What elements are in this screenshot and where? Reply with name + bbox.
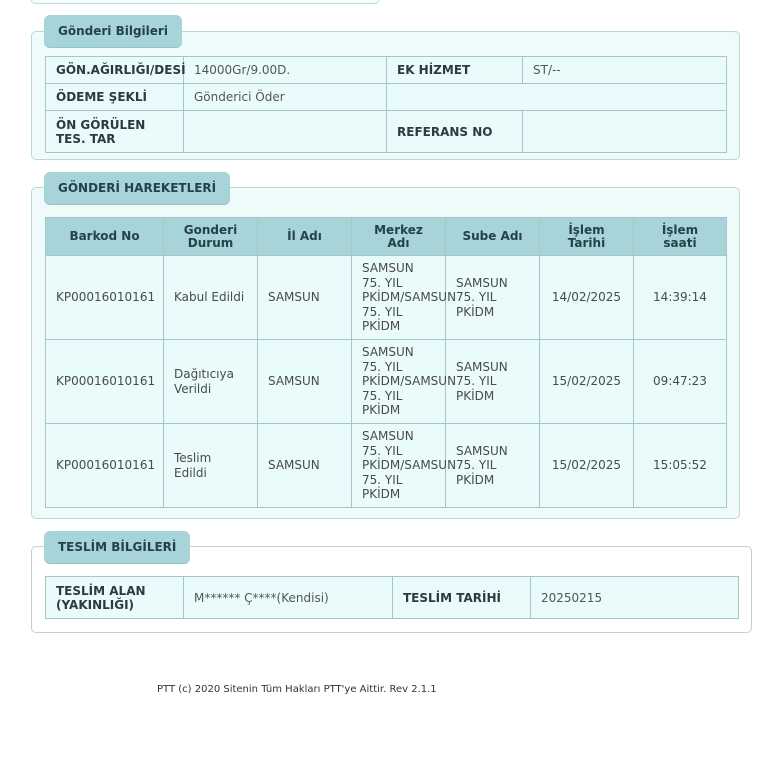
durum-cell: Teslim Edildi bbox=[164, 424, 258, 508]
odeme-sekli-value: Gönderici Öder bbox=[184, 84, 387, 111]
teslim-tarihi-label: TESLİM TARİHİ bbox=[393, 577, 531, 619]
agirlik-label: GÖN.AĞIRLIĞI/DESİ bbox=[46, 57, 184, 84]
saat-cell: 15:05:52 bbox=[634, 424, 727, 508]
barkod-cell: KP00016010161 bbox=[46, 340, 164, 424]
col-gonderi-durum: Gonderi Durum bbox=[164, 218, 258, 256]
teslim-alan-label: TESLİM ALAN (YAKINLIĞI) bbox=[46, 577, 184, 619]
table-row bbox=[46, 424, 727, 508]
il-cell: SAMSUN bbox=[258, 340, 352, 424]
col-islem-tarihi: İşlem Tarihi bbox=[540, 218, 634, 256]
durum-cell: Kabul Edildi bbox=[164, 256, 258, 340]
previous-panel-edge bbox=[30, 0, 380, 4]
col-merkez-adi: Merkez Adı bbox=[352, 218, 446, 256]
il-cell: SAMSUN bbox=[258, 256, 352, 340]
barkod-cell: KP00016010161 bbox=[46, 256, 164, 340]
table-row bbox=[46, 256, 727, 340]
saat-cell: 14:39:14 bbox=[634, 256, 727, 340]
merkez-cell: SAMSUN 75. YIL PKİDM/SAMSUN 75. YIL PKİDM bbox=[352, 256, 446, 340]
teslim-bilgileri-table bbox=[45, 576, 739, 619]
footer-copyright: PTT (c) 2020 Sitenin Tüm Hakları PTT'ye Aittir. Rev 2.1.1 bbox=[157, 684, 437, 695]
sube-cell: SAMSUN 75. YIL PKİDM bbox=[446, 256, 540, 340]
agirlik-value: 14000Gr/9.00D. bbox=[184, 57, 387, 84]
odeme-sekli-label: ÖDEME ŞEKLİ bbox=[46, 84, 184, 111]
table-header-row bbox=[46, 218, 727, 256]
table-row bbox=[46, 340, 727, 424]
col-il-adi: İl Adı bbox=[258, 218, 352, 256]
barkod-cell: KP00016010161 bbox=[46, 424, 164, 508]
durum-cell: Dağıtıcıya Verildi bbox=[164, 340, 258, 424]
gonderi-hareketleri-table bbox=[45, 217, 727, 508]
gonderi-bilgileri-title: Gönderi Bilgileri bbox=[44, 15, 182, 47]
saat-cell: 09:47:23 bbox=[634, 340, 727, 424]
info-row bbox=[46, 111, 727, 153]
tes-tar-label: ÖN GÖRÜLEN TES. TAR bbox=[46, 111, 184, 153]
col-islem-saati: İşlem saati bbox=[634, 218, 727, 256]
sube-cell: SAMSUN 75. YIL PKİDM bbox=[446, 424, 540, 508]
ek-hizmet-value: ST/-- bbox=[523, 57, 727, 84]
info-row bbox=[46, 84, 727, 111]
col-sube-adi: Sube Adı bbox=[446, 218, 540, 256]
sube-cell: SAMSUN 75. YIL PKİDM bbox=[446, 340, 540, 424]
col-barkod-no: Barkod No bbox=[46, 218, 164, 256]
ek-hizmet-label: EK HİZMET bbox=[387, 57, 523, 84]
referans-no-value bbox=[523, 111, 727, 153]
teslim-alan-value: M****** Ç****(Kendisi) bbox=[184, 577, 393, 619]
gonderi-hareketleri-title: GÖNDERİ HAREKETLERİ bbox=[44, 172, 230, 204]
info-row bbox=[46, 57, 727, 84]
tarih-cell: 14/02/2025 bbox=[540, 256, 634, 340]
tarih-cell: 15/02/2025 bbox=[540, 424, 634, 508]
merkez-cell: SAMSUN 75. YIL PKİDM/SAMSUN 75. YIL PKİDM bbox=[352, 424, 446, 508]
teslim-bilgileri-title: TESLİM BİLGİLERİ bbox=[44, 531, 190, 563]
empty-cell bbox=[387, 84, 727, 111]
il-cell: SAMSUN bbox=[258, 424, 352, 508]
merkez-cell: SAMSUN 75. YIL PKİDM/SAMSUN 75. YIL PKİDM bbox=[352, 340, 446, 424]
teslim-tarihi-value: 20250215 bbox=[531, 577, 739, 619]
tarih-cell: 15/02/2025 bbox=[540, 340, 634, 424]
gonderi-bilgileri-table bbox=[45, 56, 727, 153]
referans-no-label: REFERANS NO bbox=[387, 111, 523, 153]
teslim-row bbox=[46, 577, 739, 619]
tes-tar-value bbox=[184, 111, 387, 153]
